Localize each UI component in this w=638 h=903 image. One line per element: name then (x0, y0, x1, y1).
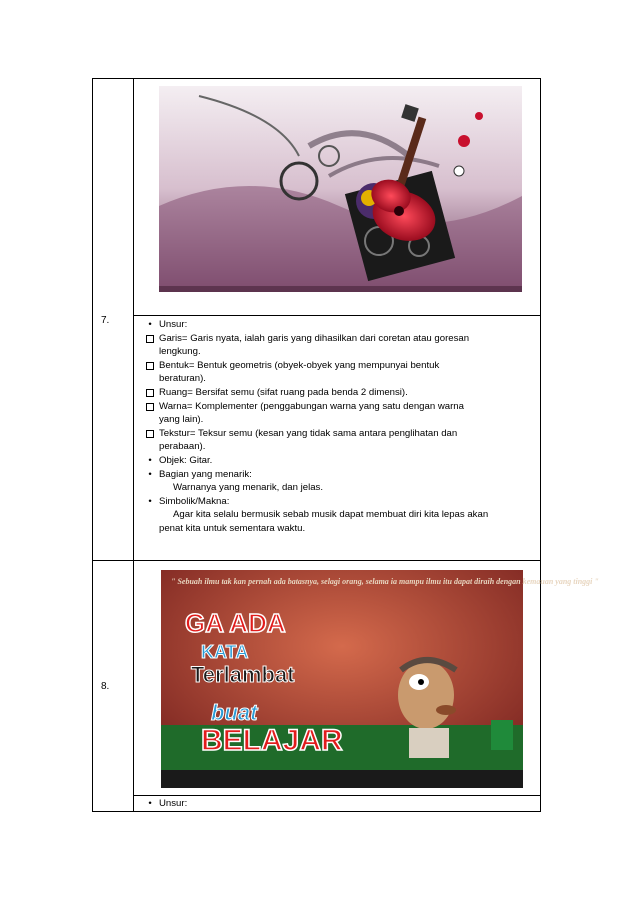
bullet-icon: • (148, 454, 152, 466)
bullet-icon: • (148, 468, 152, 480)
guitar-image (159, 86, 522, 292)
row-number-7: 7. (101, 315, 110, 326)
list-item: Warna= Komplementer (penggabungan warna yang satu dengan warna yang lain). (145, 400, 535, 427)
row8-inner-divider (133, 795, 541, 796)
list-item: • Objek: Gitar. (145, 454, 535, 468)
row-divider (93, 560, 541, 561)
list-item: • Bagian yang menarik: Warnanya yang menarik, dan jelas. (145, 468, 535, 495)
list-item: • Unsur: (145, 318, 535, 332)
poster-word-1: GA ADA (185, 608, 286, 638)
row7-description (145, 318, 535, 536)
poster-quote: " Sebuah ilmu tak kan pernah ada batasnya, selagi orang, selama ia mampu ilmu itu dapat diraih dengan kemauan yang tinggi " (171, 577, 599, 586)
bullet-icon: • (148, 319, 152, 330)
bullet-icon: • (148, 495, 152, 507)
row7-inner-divider (133, 315, 541, 316)
list-item: Garis= Garis nyata, ialah garis yang dihasilkan dari coretan atau goresan lengkung. (145, 332, 535, 359)
bullet-icon: • (148, 798, 152, 809)
column-divider (133, 79, 134, 811)
checkbox-icon (145, 400, 155, 416)
poster-word-3: Terlambat (191, 662, 295, 687)
list-item: Ruang= Bersifat semu (sifat ruang pada benda 2 dimensi). (145, 386, 535, 400)
poster-illustration-icon (161, 570, 599, 788)
row8-description (145, 797, 535, 811)
list-item: Tekstur= Teksur semu (kesan yang tidak sama antara penglihatan dan perabaan). (145, 427, 535, 454)
study-poster-image (161, 570, 599, 788)
list-item: Bentuk= Bentuk geometris (obyek-obyek yang mempunyai bentuk beraturan). (145, 359, 535, 386)
row-number-8: 8. (101, 681, 110, 692)
poster-word-5: BELAJAR (201, 724, 343, 757)
content-table (92, 78, 599, 812)
list-item: • Simbolik/Makna: Agar kita selalu bermusik sebab musik dapat membuat diri kita lepas akan penat kita untuk sementara waktu. (145, 495, 535, 536)
checkbox-icon (145, 427, 155, 443)
guitar-illustration-icon (159, 86, 522, 292)
checkbox-icon (145, 359, 155, 375)
poster-word-4: buat (211, 700, 258, 725)
checkbox-icon (145, 332, 155, 348)
list-item: • Unsur: (145, 797, 535, 811)
poster-word-2: KATA (201, 642, 249, 662)
